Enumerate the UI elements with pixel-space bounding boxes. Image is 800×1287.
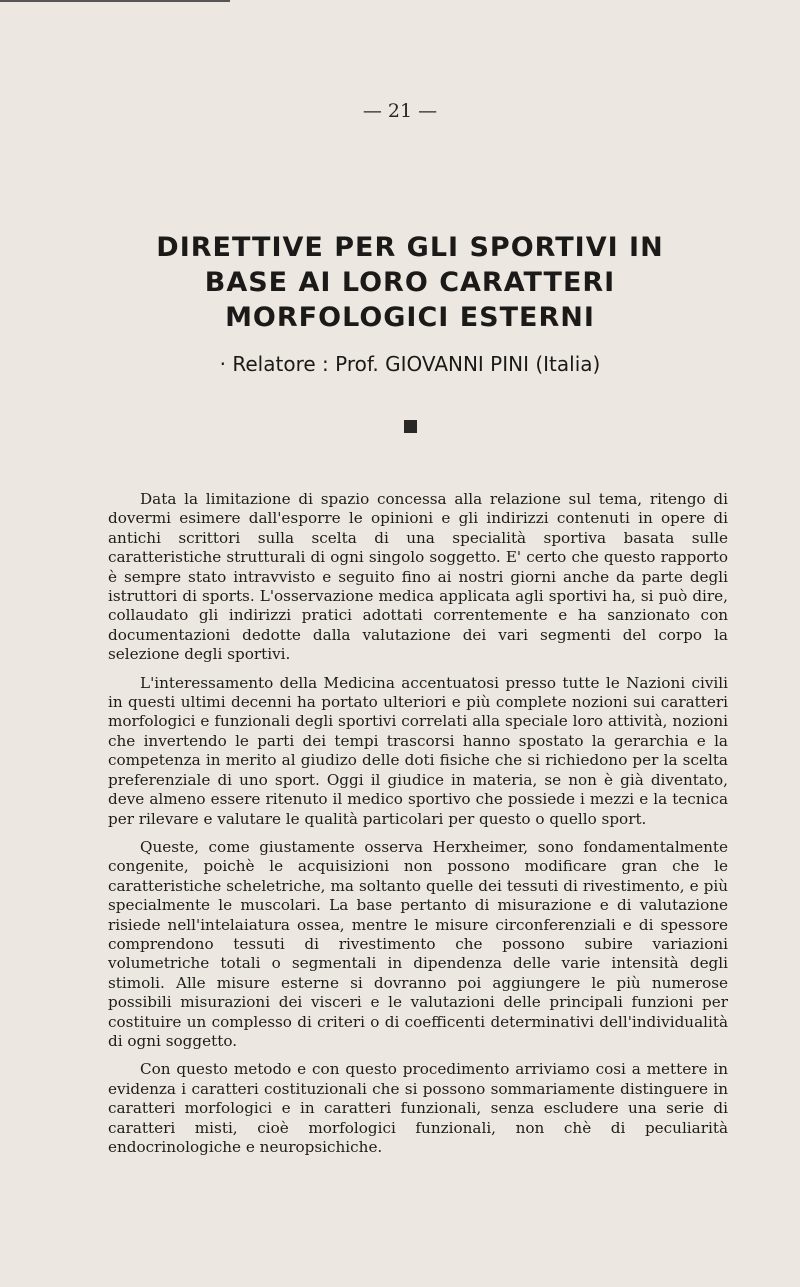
- paragraph-3: Queste, come giustamente osserva Herxheimer, sono fondamentalmente congenite, poichè le acquisizioni non possono modificare gran che le caratteristiche scheletriche, ma soltanto quelle dei tessuti di rivestimento, e più specialmente le muscolari. La base pertanto di misurazione e di valutazione risiede nell'intelaiatura ossea, mentre le misure circonferenziali e di spessore comprendono tessuti di rivestimento che possono subire variazioni volumetriche totali o segmentali in dipendenza delle varie intensità degli stimoli. Alle misure esterne si dovranno poi aggiungere le più numerose possibili misurazioni dei visceri e le valutazioni delle principali funzioni per costituire un complesso di criteri o di coefficenti determinativi dell'individualità di ogni soggetto.: [108, 837, 728, 1050]
- article-body: [108, 490, 728, 1166]
- paragraph-2: L'interessamento della Medicina accentuatosi presso tutte le Nazioni civili in questi ultimi decenni ha portato ulteriori e più complete nozioni sui caratteri morfologici e funzionali degli sportivi correlati alla speciale loro attività, nozioni che invertendo le parti dei tempi trascorsi hanno spostato la gerarchia e la competenza in merito al giudizo delle doti fisiche che si richiedono per la scelta preferenziale di uno sport. Oggi il giudice in materia, se non è già diventato, deve almeno essere ritenuto il medico sportivo che possiede i mezzi e la tecnica per rilevare e valutare le qualità particolari per questo o quello sport.: [108, 673, 728, 828]
- paragraph-4: Con questo metodo e con questo procedimento arriviamo cosi a mettere in evidenza i caratteri costituzionali che si possono sommariamente distinguere in caratteri morfologici e in caratteri funzionali, senza escludere una serie di caratteri misti, cioè morfologici funzionali, non chè di peculiarità endocrinologiche e neuropsichiche.: [108, 1060, 728, 1156]
- top-rule: [0, 0, 230, 2]
- article-title: [60, 230, 760, 335]
- page-number: — 21 —: [362, 100, 438, 122]
- square-ornament-icon: [404, 420, 417, 433]
- paragraph-1: Data la limitazione di spazio concessa alla relazione sul tema, ritengo di dovermi esimere dall'esporre le opinioni e gli indirizzi contenuti in opere di antichi scrittori sulla scelta di una specialità sportiva basata sulle caratteristiche strutturali di ogni singolo soggetto. E' certo che questo rapporto è sempre stato intravvisto e seguito fino ai nostri giorni anche da parte degli istruttori di sports. L'osservazione medica applicata agli sportivi ha, si può dire, collaudato gli indirizzi pratici adottati correntemente e ha sanzionato con documentazioni dedotte dalla valutazione dei vari segmenti del corpo la selezione degli sportivi.: [108, 490, 728, 664]
- title-line-2: BASE AI LORO CARATTERI: [204, 267, 616, 298]
- title-line-1: DIRETTIVE PER GLI SPORTIVI IN: [156, 232, 664, 263]
- title-line-3: MORFOLOGICI ESTERNI: [225, 302, 595, 333]
- author-line: · Relatore : Prof. GIOVANNI PINI (Italia): [219, 352, 601, 376]
